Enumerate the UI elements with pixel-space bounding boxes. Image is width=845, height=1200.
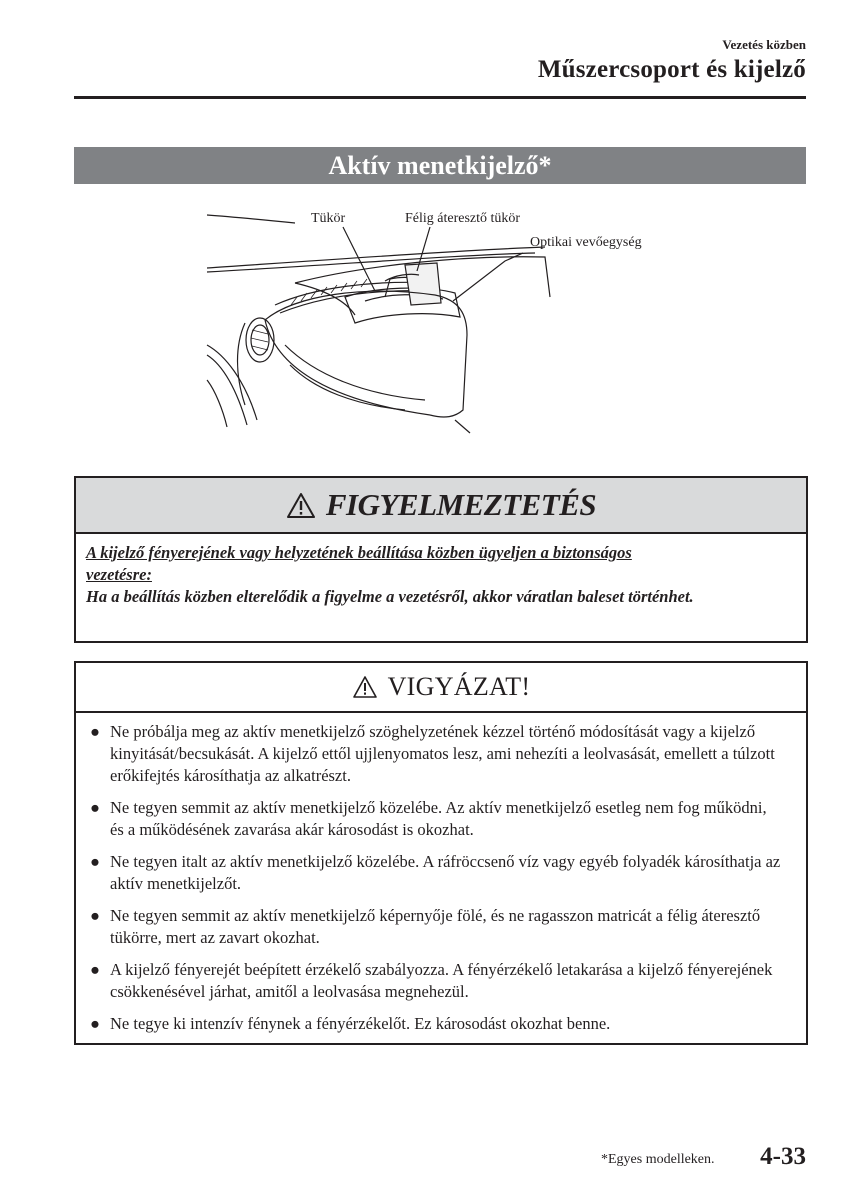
warning-underlined-line-2: vezetésre: [86, 565, 152, 584]
bullet-icon: ● [90, 722, 100, 741]
caution-list [76, 713, 806, 1035]
bullet-icon: ● [90, 960, 100, 979]
caution-item-text: Ne próbálja meg az aktív menetkijelző szöghelyzetének kézzel történő módosítását vagy a kijelző kinyitását/becsukását. A kijelző ettől ujjlenyomatos lesz, ami nehezíti a leolvasását, emellett a túlzott erőkifejtés károsíthatja az alkatrészt. [110, 722, 775, 785]
bullet-icon: ● [90, 852, 100, 871]
warning-header [76, 478, 806, 534]
footnote: *Egyes modelleken. [601, 1152, 715, 1167]
caution-triangle-icon [352, 675, 378, 699]
caution-item [90, 959, 782, 1003]
warning-underlined-line-1: A kijelző fényerejének vagy helyzetének beállítása közben ügyeljen a biztonságos [86, 543, 632, 562]
dashboard-illustration [205, 205, 675, 435]
page-title: Műszercsoport és kijelző [537, 56, 806, 83]
caution-item [90, 851, 782, 895]
label-mirror: Tükör [311, 211, 346, 226]
label-semi-mirror: Félig áteresztő tükör [405, 211, 521, 226]
warning-triangle-icon [286, 492, 316, 519]
caution-item [90, 1013, 782, 1035]
caution-item [90, 797, 782, 841]
header-rule [74, 96, 806, 99]
caution-header [76, 663, 806, 713]
caution-item [90, 721, 782, 787]
warning-title: FIGYELMEZTETÉS [325, 487, 597, 522]
warning-text: Ha a beállítás közben elterelődik a figyelme a vezetésről, akkor váratlan baleset történhet. [86, 587, 694, 606]
bullet-icon: ● [90, 906, 100, 925]
warning-box [74, 476, 808, 643]
caution-item-text: Ne tegyen italt az aktív menetkijelző közelébe. A ráfröccsenő víz vagy egyéb folyadék károsíthatja az aktív menetkijelzőt. [110, 852, 781, 893]
bullet-icon: ● [90, 798, 100, 817]
caution-item-text: A kijelző fényerejét beépített érzékelő szabályozza. A fényérzékelő letakarása a kijelző fényerejének csökkenésével járhat, amitől a leolvasása megnehezül. [110, 960, 773, 1001]
caution-item-text: Ne tegyen semmit az aktív menetkijelző képernyője fölé, és ne ragasszon matricát a félig áteresztő tükörre, mert az zavart okozhat. [110, 906, 761, 947]
caution-item-text: Ne tegyen semmit az aktív menetkijelző közelébe. Az aktív menetkijelző esetleg nem fog működni, és a működésének zavarása akár károsodást is okozhat. [110, 798, 767, 839]
bullet-icon: ● [90, 1014, 100, 1033]
section-name: Vezetés közben [722, 37, 806, 52]
caution-box [74, 661, 808, 1045]
caution-item [90, 905, 782, 949]
caution-item-text: Ne tegye ki intenzív fénynek a fényérzékelőt. Ez károsodást okozhat benne. [110, 1014, 611, 1033]
section-banner: Aktív menetkijelző* [74, 147, 806, 184]
warning-body [76, 534, 806, 608]
label-optical-unit: Optikai vevőegység [530, 235, 642, 250]
page-number: 4-33 [760, 1143, 806, 1170]
caution-title: VIGYÁZAT! [387, 672, 531, 701]
